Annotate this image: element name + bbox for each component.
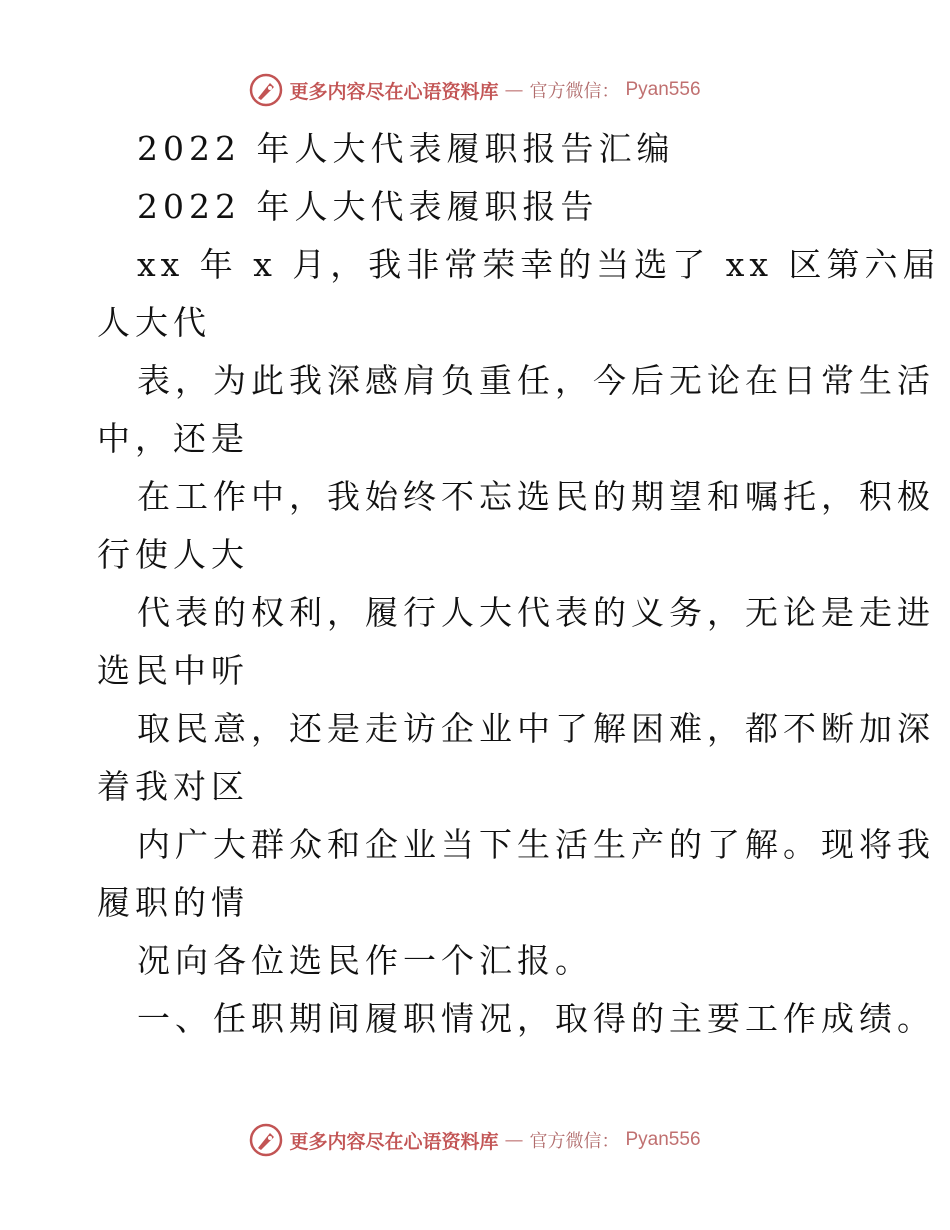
paragraph-line: 取民意，还是走访企业中了解困难，都不断加深 <box>137 709 935 748</box>
section-heading: 一、任职期间履职情况，取得的主要工作成绩。 <box>137 999 935 1038</box>
paragraph-line: 人大代 <box>97 303 211 342</box>
document-title: 2022 年人大代表履职报告汇编 <box>137 129 675 168</box>
document-body <box>97 120 941 1048</box>
watermark-code: Pyan556 <box>625 79 701 100</box>
paragraph-line: 中，还是 <box>97 419 249 458</box>
paragraph-line: 内广大群众和企业当下生活生产的了解。现将我 <box>137 825 935 864</box>
paragraph-line: 履职的情 <box>97 883 249 922</box>
watermark-brand: 更多内容尽在心语资料库 <box>289 80 499 103</box>
watermark-label: 官方微信： <box>529 81 620 102</box>
pen-nib-logo-icon <box>249 1123 283 1157</box>
watermark-brand: 更多内容尽在心语资料库 <box>289 1130 499 1153</box>
paragraph-line: 着我对区 <box>97 767 249 806</box>
paragraph-line: 表，为此我深感肩负重任，今后无论在日常生活 <box>137 361 935 400</box>
paragraph-line: 选民中听 <box>97 651 249 690</box>
watermark-separator: — <box>504 1129 524 1151</box>
footer-watermark <box>0 1120 950 1160</box>
paragraph-line: xx 年 x 月，我非常荣幸的当选了 xx 区第六届 <box>137 245 941 284</box>
header-watermark <box>0 70 950 110</box>
watermark-label: 官方微信： <box>529 1131 620 1152</box>
watermark-code: Pyan556 <box>625 1129 701 1150</box>
watermark-separator: — <box>504 79 524 101</box>
paragraph-line: 在工作中，我始终不忘选民的期望和嘱托，积极 <box>137 477 935 516</box>
document-subtitle: 2022 年人大代表履职报告 <box>137 187 599 226</box>
paragraph-line: 况向各位选民作一个汇报。 <box>137 941 593 980</box>
pen-nib-logo-icon <box>249 73 283 107</box>
paragraph-line: 代表的权利，履行人大代表的义务，无论是走进 <box>137 593 935 632</box>
paragraph-line: 行使人大 <box>97 535 249 574</box>
